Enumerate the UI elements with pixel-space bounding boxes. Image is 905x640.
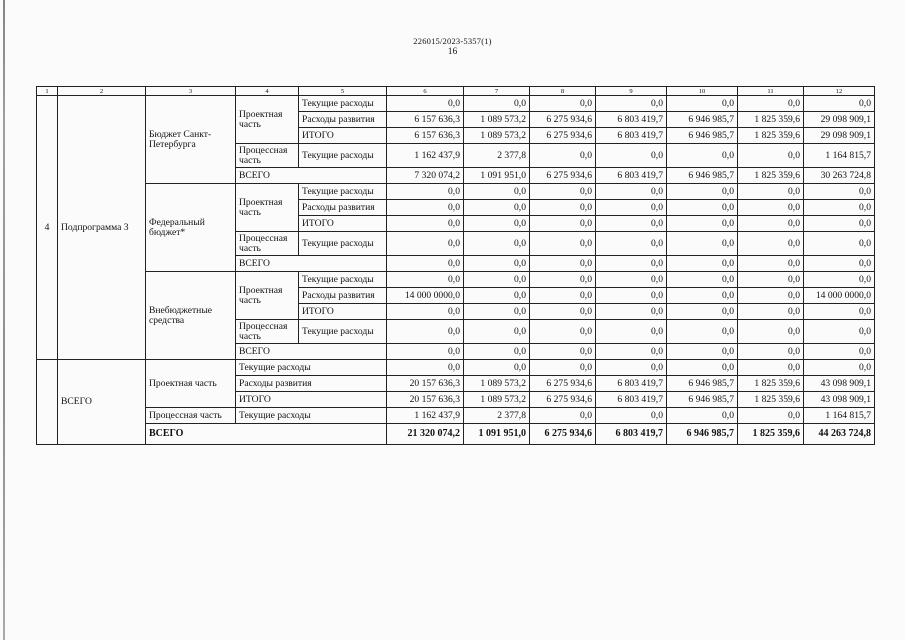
table-cell: 0,0 — [387, 304, 464, 320]
table-cell: 0,0 — [530, 96, 596, 112]
table-cell: 6 803 419,7 — [596, 168, 667, 184]
table-cell: 0,0 — [387, 344, 464, 360]
table-cell: 0,0 — [596, 144, 667, 168]
table-cell: 20 157 636,3 — [387, 392, 464, 408]
process-part-label: Процессная часть — [236, 232, 299, 256]
page-number: 16 — [447, 47, 458, 57]
table-cell: 0,0 — [596, 232, 667, 256]
development-expenses-label: Расходы развития — [299, 200, 387, 216]
table-cell: 0,0 — [804, 344, 875, 360]
table-cell: 1 164 815,7 — [804, 408, 875, 424]
vsego-label: ВСЕГО — [236, 168, 387, 184]
current-expenses-label: Текущие расходы — [299, 144, 387, 168]
table-cell: 0,0 — [804, 320, 875, 344]
table-cell: 0,0 — [738, 408, 804, 424]
table-cell: 6 275 934,6 — [530, 376, 596, 392]
grand-total-label: ВСЕГО — [58, 360, 146, 445]
row-number-cell: 4 — [37, 96, 58, 360]
table-cell: 6 946 985,7 — [667, 424, 738, 445]
table-cell: 0,0 — [530, 288, 596, 304]
table-cell: 1 825 359,6 — [738, 168, 804, 184]
table-cell: 0,0 — [464, 256, 530, 272]
table-cell: 6 803 419,7 — [596, 128, 667, 144]
process-part-label: Процессная часть — [236, 144, 299, 168]
table-cell: 0,0 — [667, 232, 738, 256]
table-cell: 0,0 — [738, 288, 804, 304]
table-cell: 0,0 — [530, 216, 596, 232]
table-cell: 0,0 — [667, 200, 738, 216]
itogo-label: ИТОГО — [299, 128, 387, 144]
itogo-label: ИТОГО — [299, 216, 387, 232]
table-cell: 0,0 — [464, 200, 530, 216]
document-header — [0, 36, 905, 58]
table-cell: 6 275 934,6 — [530, 168, 596, 184]
table-cell: 0,0 — [596, 344, 667, 360]
table-cell: 1 162 437,9 — [387, 144, 464, 168]
col-number: 6 — [387, 87, 464, 96]
development-expenses-label: Расходы развития — [299, 288, 387, 304]
table-cell: 0,0 — [804, 256, 875, 272]
table-cell: 0,0 — [530, 272, 596, 288]
table-cell: 0,0 — [738, 96, 804, 112]
table-row — [37, 424, 875, 445]
table-cell: 0,0 — [530, 232, 596, 256]
table-cell: 6 803 419,7 — [596, 392, 667, 408]
table-cell: 0,0 — [530, 344, 596, 360]
col-number: 10 — [667, 87, 738, 96]
table-cell: 0,0 — [596, 96, 667, 112]
table-cell: 6 157 636,3 — [387, 112, 464, 128]
current-expenses-label: Текущие расходы — [236, 360, 387, 376]
col-number: 1 — [37, 87, 58, 96]
table-cell: 20 157 636,3 — [387, 376, 464, 392]
table-cell: 0,0 — [804, 360, 875, 376]
current-expenses-label: Текущие расходы — [236, 408, 387, 424]
col-number: 4 — [236, 87, 299, 96]
document-id: 226015/2023-5357(1) — [413, 36, 492, 46]
table-cell: 6 946 985,7 — [667, 376, 738, 392]
table-cell: 0,0 — [464, 344, 530, 360]
vsego-label: ВСЕГО — [236, 256, 387, 272]
current-expenses-label: Текущие расходы — [299, 232, 387, 256]
table-cell: 0,0 — [667, 408, 738, 424]
table-cell: 6 275 934,6 — [530, 392, 596, 408]
col-number: 12 — [804, 87, 875, 96]
itogo-label: ИТОГО — [299, 304, 387, 320]
table-cell: 0,0 — [804, 184, 875, 200]
table-cell: 1 825 359,6 — [738, 424, 804, 445]
table-cell: 0,0 — [530, 320, 596, 344]
table-cell: 6 946 985,7 — [667, 168, 738, 184]
table-row — [37, 272, 875, 288]
table-cell: 0,0 — [738, 144, 804, 168]
table-cell: 0,0 — [464, 216, 530, 232]
table-cell: 6 157 636,3 — [387, 128, 464, 144]
table-cell: 0,0 — [667, 272, 738, 288]
table-cell: 6 275 934,6 — [530, 112, 596, 128]
table-cell: 1 825 359,6 — [738, 376, 804, 392]
project-part-label: Проектная часть — [236, 184, 299, 232]
current-expenses-label: Текущие расходы — [299, 184, 387, 200]
process-part-label: Процессная часть — [146, 408, 236, 424]
table-cell: 0,0 — [667, 344, 738, 360]
table-cell: 0,0 — [530, 408, 596, 424]
table-cell: 0,0 — [387, 200, 464, 216]
current-expenses-label: Текущие расходы — [299, 96, 387, 112]
table-cell: 0,0 — [387, 216, 464, 232]
table-cell: 0,0 — [530, 144, 596, 168]
table-cell: 6 803 419,7 — [596, 424, 667, 445]
project-part-label: Проектная часть — [236, 96, 299, 144]
source-federal: Федеральный бюджет* — [146, 184, 236, 272]
table-cell: 0,0 — [596, 408, 667, 424]
table-cell: 0,0 — [464, 184, 530, 200]
table-cell: 1 091 951,0 — [464, 424, 530, 445]
table-cell: 0,0 — [596, 184, 667, 200]
table-cell: 0,0 — [530, 304, 596, 320]
table-cell: 1 089 573,2 — [464, 128, 530, 144]
budget-table — [36, 86, 875, 445]
table-cell: 0,0 — [596, 320, 667, 344]
vsego-label: ВСЕГО — [236, 344, 387, 360]
subprogram-cell: Подпрограмма 3 — [58, 96, 146, 360]
table-cell: 6 946 985,7 — [667, 392, 738, 408]
table-cell: 0,0 — [387, 96, 464, 112]
table-cell: 0,0 — [738, 344, 804, 360]
table-cell: 0,0 — [738, 184, 804, 200]
table-cell: 6 275 934,6 — [530, 424, 596, 445]
table-cell: 0,0 — [387, 232, 464, 256]
table-cell: 44 263 724,8 — [804, 424, 875, 445]
col-number: 11 — [738, 87, 804, 96]
col-number: 2 — [58, 87, 146, 96]
project-part-label: Проектная часть — [146, 360, 236, 408]
table-cell: 0,0 — [530, 184, 596, 200]
table-cell: 0,0 — [596, 256, 667, 272]
table-cell: 6 803 419,7 — [596, 376, 667, 392]
table-cell: 0,0 — [464, 232, 530, 256]
table-cell: 0,0 — [596, 304, 667, 320]
table-cell: 0,0 — [596, 272, 667, 288]
vsego-label: ВСЕГО — [146, 424, 387, 445]
table-cell: 0,0 — [667, 360, 738, 376]
table-cell: 0,0 — [464, 360, 530, 376]
table-cell: 0,0 — [387, 272, 464, 288]
table-cell: 1 089 573,2 — [464, 376, 530, 392]
table-cell: 0,0 — [738, 272, 804, 288]
table-cell: 2 377,8 — [464, 144, 530, 168]
table-cell: 1 162 437,9 — [387, 408, 464, 424]
current-expenses-label: Текущие расходы — [299, 272, 387, 288]
table-cell: 0,0 — [738, 232, 804, 256]
table-cell: 0,0 — [667, 288, 738, 304]
table-cell: 0,0 — [738, 320, 804, 344]
table-row — [37, 408, 875, 424]
row-number-cell — [37, 360, 58, 445]
scan-edge-mark — [3, 0, 5, 640]
table-cell: 0,0 — [667, 96, 738, 112]
itogo-label: ИТОГО — [236, 392, 387, 408]
table-cell: 29 098 909,1 — [804, 128, 875, 144]
column-numbers-row — [37, 87, 875, 96]
table-cell: 1 164 815,7 — [804, 144, 875, 168]
table-cell: 0,0 — [464, 288, 530, 304]
table-cell: 0,0 — [667, 216, 738, 232]
table-cell: 0,0 — [738, 304, 804, 320]
development-expenses-label: Расходы развития — [236, 376, 387, 392]
table-cell: 0,0 — [667, 184, 738, 200]
table-cell: 1 825 359,6 — [738, 112, 804, 128]
current-expenses-label: Текущие расходы — [299, 320, 387, 344]
table-cell: 0,0 — [464, 272, 530, 288]
table-cell: 0,0 — [804, 272, 875, 288]
table-cell: 6 946 985,7 — [667, 112, 738, 128]
table-cell: 0,0 — [667, 320, 738, 344]
table-cell: 0,0 — [387, 360, 464, 376]
table-cell: 0,0 — [596, 200, 667, 216]
col-number: 8 — [530, 87, 596, 96]
table-cell: 43 098 909,1 — [804, 392, 875, 408]
table-cell: 0,0 — [804, 232, 875, 256]
table-cell: 0,0 — [667, 304, 738, 320]
table-cell: 6 275 934,6 — [530, 128, 596, 144]
table-cell: 14 000 0000,0 — [387, 288, 464, 304]
table-cell: 0,0 — [387, 320, 464, 344]
table-cell: 0,0 — [596, 360, 667, 376]
table-cell: 0,0 — [530, 200, 596, 216]
table-row — [37, 360, 875, 376]
table-row — [37, 96, 875, 112]
table-cell: 0,0 — [738, 256, 804, 272]
project-part-label: Проектная часть — [236, 272, 299, 320]
table-row — [37, 184, 875, 200]
table-cell: 0,0 — [804, 304, 875, 320]
table-cell: 0,0 — [804, 200, 875, 216]
table-cell: 0,0 — [387, 256, 464, 272]
table-cell: 0,0 — [738, 200, 804, 216]
table-cell: 0,0 — [667, 144, 738, 168]
table-cell: 1 089 573,2 — [464, 112, 530, 128]
col-number: 5 — [299, 87, 387, 96]
table-cell: 0,0 — [804, 216, 875, 232]
table-cell: 1 089 573,2 — [464, 392, 530, 408]
table-cell: 6 803 419,7 — [596, 112, 667, 128]
table-cell: 1 825 359,6 — [738, 128, 804, 144]
table-cell: 7 320 074,2 — [387, 168, 464, 184]
col-number: 9 — [596, 87, 667, 96]
table-cell: 0,0 — [596, 216, 667, 232]
process-part-label: Процессная часть — [236, 320, 299, 344]
table-cell: 0,0 — [464, 96, 530, 112]
table-cell: 0,0 — [464, 320, 530, 344]
table-cell: 0,0 — [738, 360, 804, 376]
table-cell: 0,0 — [738, 216, 804, 232]
table-cell: 1 825 359,6 — [738, 392, 804, 408]
table-cell: 0,0 — [464, 304, 530, 320]
source-budget-spb: Бюджет Санкт-Петербурга — [146, 96, 236, 184]
table-cell: 29 098 909,1 — [804, 112, 875, 128]
table-cell: 0,0 — [530, 360, 596, 376]
table-cell: 21 320 074,2 — [387, 424, 464, 445]
table-cell: 43 098 909,1 — [804, 376, 875, 392]
table-cell: 1 091 951,0 — [464, 168, 530, 184]
col-number: 3 — [146, 87, 236, 96]
table-cell: 6 946 985,7 — [667, 128, 738, 144]
development-expenses-label: Расходы развития — [299, 112, 387, 128]
table-cell: 2 377,8 — [464, 408, 530, 424]
table-cell: 0,0 — [596, 288, 667, 304]
col-number: 7 — [464, 87, 530, 96]
table-cell: 30 263 724,8 — [804, 168, 875, 184]
table-cell: 0,0 — [667, 256, 738, 272]
table-cell: 0,0 — [804, 96, 875, 112]
table-cell: 0,0 — [530, 256, 596, 272]
table-cell: 14 000 0000,0 — [804, 288, 875, 304]
source-extrabudgetary: Внебюджетные средства — [146, 272, 236, 360]
table-cell: 0,0 — [387, 184, 464, 200]
